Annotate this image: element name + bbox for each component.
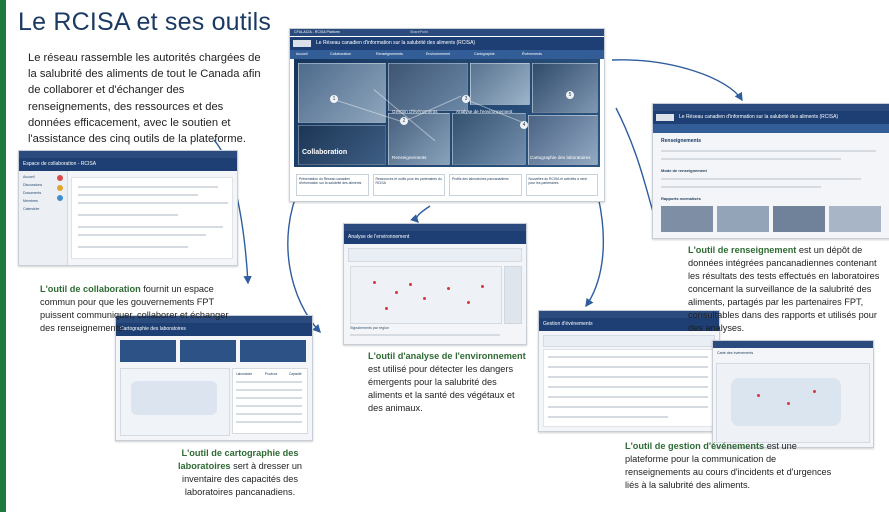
event-map[interactable] — [716, 363, 870, 443]
browser-tab-label: CFIA-ACIA - RCISA Platform — [294, 30, 340, 34]
status-dot-red — [57, 175, 63, 181]
nav-item-renseignements[interactable]: Renseignements — [376, 51, 403, 56]
sidebar-item-discussions[interactable]: Discussions — [23, 183, 43, 187]
subsection-mode: Mode de renseignement — [661, 168, 707, 173]
caption-collaboration-rest: fournit un espace commun pour que les gouvernements FPT puissent communiquer, collaborer et échanger des renseignements. — [40, 284, 229, 334]
report-thumb[interactable] — [717, 206, 769, 232]
table-header-capacite: Capacité — [289, 372, 302, 376]
caption-environnement-bold: L'outil d'analyse de l'environnement — [368, 351, 526, 361]
hero-label-carto: Cartographie des laboratoires — [530, 155, 591, 160]
cfia-logo — [656, 114, 674, 121]
site-nav[interactable] — [653, 124, 889, 133]
nav-item-accueil[interactable]: Accueil — [296, 51, 308, 56]
caption-collaboration-bold: L'outil de collaboration — [40, 284, 141, 294]
event-map-label: Carte des événements — [717, 351, 754, 355]
lab-table[interactable] — [232, 368, 308, 434]
hero-tile-photo-2[interactable] — [388, 63, 468, 111]
report-thumb[interactable] — [661, 206, 713, 232]
map-landmass — [731, 378, 841, 426]
hero-card[interactable]: Présentation du Réseau canadien d'information sur la salubrité des aliments — [296, 174, 369, 196]
section-title: Renseignements — [661, 138, 702, 144]
hero-tile-photo-4[interactable] — [532, 63, 598, 113]
caption-cartographie-bold: L'outil de cartographie des laboratoires — [177, 448, 299, 472]
env-filter-bar[interactable] — [348, 248, 522, 262]
site-header — [344, 231, 526, 244]
hero-card[interactable]: Nouvelles du RCISA et activités à venir pour les partenaires — [526, 174, 599, 196]
collab-thread-panel[interactable] — [71, 177, 233, 259]
screenshot-renseignement-tool[interactable] — [652, 103, 889, 239]
report-thumb[interactable] — [773, 206, 825, 232]
hero-tile-collab-text[interactable] — [298, 125, 386, 165]
screenshot-rcisa-home[interactable] — [289, 28, 605, 202]
hero-banner — [294, 59, 600, 167]
accent-bar — [0, 0, 6, 512]
hero-node-3[interactable]: 3 — [462, 95, 470, 103]
browser-tab-label-2: SharePoint — [410, 30, 428, 34]
lab-filter-card-1[interactable] — [120, 340, 176, 362]
screenshot-title: Le Réseau canadien d'information sur la salubrité des aliments (RCISA) — [679, 114, 839, 120]
lab-filter-card-2[interactable] — [180, 340, 236, 362]
caption-cartographie-rest: sert à dresser un inventaire des capacités des laboratoires pancanadiens. — [182, 461, 303, 498]
site-header — [653, 111, 889, 124]
report-thumb[interactable] — [829, 206, 881, 232]
browser-tab-bar[interactable] — [653, 104, 889, 111]
status-dot-blue — [57, 195, 63, 201]
caption-environnement-rest: est utilisé pour détecter les dangers émergents pour la salubrité des aliments et la santé des végétaux et des animaux. — [368, 364, 515, 414]
site-title: Le Réseau canadien d'information sur la salubrité des aliments (RCISA) — [316, 40, 476, 46]
hero-label-analyse: Analyse de l'environnement — [456, 109, 513, 114]
browser-tab-bar[interactable] — [344, 224, 526, 231]
hero-node-5[interactable]: 5 — [566, 91, 574, 99]
status-dot-amber — [57, 185, 63, 191]
env-map-legend-label: Signalements par région — [350, 326, 389, 330]
caption-collaboration — [40, 283, 230, 335]
table-header-laboratoire: Laboratoire — [236, 372, 253, 376]
hero-node-2[interactable]: 2 — [400, 117, 408, 125]
screenshot-title: Cartographie des laboratoires — [120, 326, 186, 332]
event-toolbar[interactable] — [543, 335, 715, 347]
nav-item-environnement[interactable]: Environnement — [426, 51, 451, 56]
table-header-province: Province — [265, 372, 278, 376]
nav-item-evenements[interactable]: Événements — [522, 51, 542, 56]
browser-tab-bar[interactable] — [713, 341, 873, 348]
caption-environnement — [368, 350, 528, 415]
screenshot-event-tool-map[interactable] — [712, 340, 874, 448]
intro-paragraph: Le réseau rassemble les autorités chargées de la salubrité des aliments de tout le Canada afin de collaborer et d'échanger des renseignements, des ressources et des données efficacement, avec le soutien et l'assistance des cinq outils de la plateforme. — [28, 52, 261, 146]
caption-cartographie — [160, 447, 320, 499]
lab-filter-card-3[interactable] — [240, 340, 306, 362]
screenshot-title: Espace de collaboration - RCISA — [23, 161, 97, 167]
caption-renseignement — [688, 244, 886, 335]
lab-map[interactable] — [120, 368, 230, 436]
hero-label-renseignements: Renseignements — [392, 155, 427, 160]
hero-tile-collaboration[interactable] — [298, 63, 386, 123]
caption-renseignement-rest: est un dépôt de données intégrées pancanadiennes contenant les résultats des tests effectués en laboratoires concernant la surveillance de la salubrité des aliments, partagés par les partenaires FPT, consultables dans des rapports et utilisés pour des analyses. — [688, 245, 880, 334]
site-header — [290, 37, 604, 50]
screenshot-title: Gestion d'événements — [543, 321, 593, 327]
sidebar-item-accueil[interactable]: Accueil — [23, 175, 35, 179]
caption-evenements-bold: L'outil de gestion d'événements — [625, 441, 765, 451]
screenshot-collaboration-tool[interactable] — [18, 150, 238, 266]
env-map[interactable] — [350, 266, 502, 324]
event-table[interactable] — [543, 349, 715, 427]
sidebar-item-membres[interactable]: Membres — [23, 199, 38, 203]
page-title: Le RCISA et ses outils — [18, 8, 272, 36]
hero-label-gestion: Gestion d'événements — [392, 109, 438, 114]
env-legend — [504, 266, 522, 324]
sidebar-item-calendrier[interactable]: Calendrier — [23, 207, 40, 211]
hero-card-row — [296, 174, 598, 196]
hero-tile-analyse[interactable] — [452, 113, 526, 165]
caption-renseignement-bold: L'outil de renseignement — [688, 245, 797, 255]
hero-label-collaboration: Collaboration — [302, 149, 348, 156]
site-header — [19, 158, 237, 171]
browser-tab-bar[interactable] — [19, 151, 237, 158]
hero-node-4[interactable]: 4 — [520, 121, 528, 129]
cfia-logo — [293, 40, 311, 47]
hero-tile-photo-3[interactable] — [470, 63, 530, 105]
caption-evenements-rest: est une plateforme pour la communication de renseignements au cours d'incidents et d'urgences liés à la salubrité des aliments. — [625, 441, 832, 491]
nav-item-collaboration[interactable]: Collaboration — [330, 51, 352, 56]
map-landmass — [131, 381, 217, 415]
hero-node-1[interactable]: 1 — [330, 95, 338, 103]
sidebar-item-documents[interactable]: Documents — [23, 191, 42, 195]
subsection-rapports: Rapports normalisés — [661, 196, 701, 201]
hero-card[interactable]: Profils des laboratoires pancanadiens — [449, 174, 522, 196]
collab-sidebar[interactable] — [19, 171, 68, 265]
screenshot-environment-tool[interactable] — [343, 223, 527, 345]
hero-card[interactable]: Ressources et outils pour les partenaires du RCISA — [373, 174, 446, 196]
screenshot-title: Analyse de l'environnement — [348, 234, 410, 240]
caption-evenements — [625, 440, 835, 492]
nav-item-cartographie[interactable]: Cartographie — [474, 51, 495, 56]
